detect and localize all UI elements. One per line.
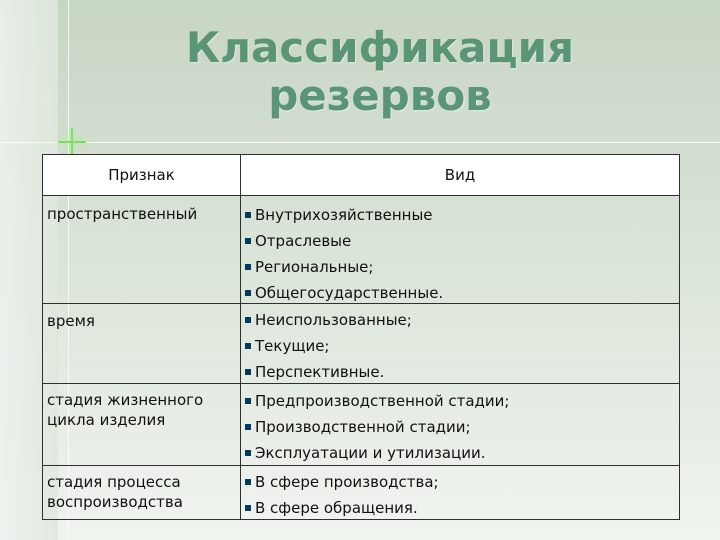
row-label-line: цикла изделия — [47, 411, 166, 429]
bullet-icon — [245, 450, 251, 456]
table-row-label — [47, 308, 237, 380]
table-row-items — [245, 200, 675, 302]
table-header-feature: Признак — [108, 166, 175, 184]
list-item — [245, 359, 675, 383]
table-row-items — [245, 386, 675, 464]
list-item — [245, 202, 675, 228]
list-item-text: Общегосударственные. — [255, 284, 444, 302]
list-item — [245, 254, 675, 280]
row-label-text: время — [47, 312, 95, 330]
table-row-divider — [43, 195, 679, 196]
list-item — [245, 495, 675, 519]
table-header-type: Вид — [444, 166, 476, 184]
list-item — [245, 228, 675, 254]
bullet-icon — [245, 238, 251, 244]
bullet-icon — [245, 505, 251, 511]
classification-table — [42, 154, 680, 520]
row-label-line: стадия процесса — [47, 473, 181, 491]
table-row-divider — [43, 383, 679, 384]
table-row-label — [47, 388, 237, 464]
table-row-divider — [43, 303, 679, 304]
slide-title — [170, 24, 590, 120]
table-row-divider — [43, 465, 679, 466]
bullet-icon — [245, 398, 251, 404]
title-line-2: резервов — [268, 71, 492, 120]
table-row-label — [47, 201, 237, 301]
table-row-items — [245, 305, 675, 383]
list-item-text: Региональные; — [255, 258, 374, 276]
bullet-icon — [245, 264, 251, 270]
list-item — [245, 440, 675, 464]
list-item-text: Перспективные. — [255, 363, 385, 381]
sparkle-icon — [58, 128, 86, 156]
row-label-text: пространственный — [47, 205, 198, 223]
table-row-label — [47, 470, 237, 518]
list-item — [245, 469, 675, 495]
list-item-text: В сфере производства; — [255, 473, 439, 491]
list-item — [245, 414, 675, 440]
bullet-icon — [245, 317, 251, 323]
bullet-icon — [245, 290, 251, 296]
list-item-text: Неиспользованные; — [255, 311, 412, 329]
horizontal-accent-line — [0, 142, 720, 143]
list-item-text: Отраслевые — [255, 232, 352, 250]
list-item-text: Текущие; — [255, 337, 330, 355]
row-label-line: стадия жизненного — [47, 391, 204, 409]
title-line-1: Классификация — [185, 23, 575, 72]
row-label-line: воспроизводства — [47, 493, 183, 511]
list-item-text: Эксплуатации и утилизации. — [255, 444, 486, 462]
bullet-icon — [245, 212, 251, 218]
bullet-icon — [245, 369, 251, 375]
list-item — [245, 388, 675, 414]
list-item — [245, 307, 675, 333]
bullet-icon — [245, 479, 251, 485]
list-item-text: В сфере обращения. — [255, 499, 418, 517]
list-item-text: Производственной стадии; — [255, 418, 471, 436]
bullet-icon — [245, 424, 251, 430]
list-item-text: Внутрихозяйственные — [255, 206, 433, 224]
bullet-icon — [245, 343, 251, 349]
list-item — [245, 333, 675, 359]
list-item — [245, 280, 675, 302]
table-row-items — [245, 467, 675, 519]
list-item-text: Предпроизводственной стадии; — [255, 392, 510, 410]
